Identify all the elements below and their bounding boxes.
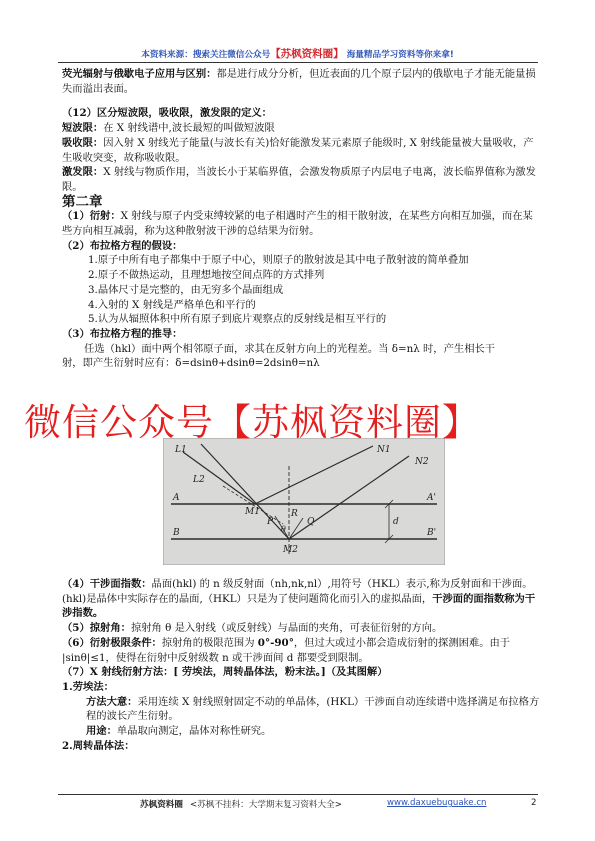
- limit-label: （6）衍射极限条件：: [62, 636, 162, 649]
- absorption-limit: [62, 136, 540, 165]
- derivation-line-1: 任选（hkl）面中两个相邻原子面，求其在反射方向上的光程差。当 δ=nλ 时，产生相长干: [84, 342, 496, 355]
- diffraction-label: （1）衍射：: [62, 210, 121, 223]
- assumption-item: 3.晶体尺寸是完整的，由无穷多个晶面组成: [88, 283, 284, 296]
- glancing-label: （5）掠射角：: [62, 622, 131, 635]
- fluorescence-paragraph: [62, 67, 540, 96]
- diffraction-text: X 射线与原子内受束缚较紧的电子相遇时产生的相干散射波，在某些方向相互加强，而在某些方向相互减弱，称为这种散射波干涉的总结果为衍射。: [62, 210, 533, 238]
- label-d: d: [393, 517, 399, 527]
- limit-text-b: ，但过大或过小都会造成衍射的探测困难。由于 |sinθ|≤1，使得在衍射中反射级数 n 或干涉面间 d 都要受到限制。: [62, 636, 511, 664]
- label-B: B: [173, 528, 180, 538]
- short-text: 在 X 射线谱中,波长最短的叫做短波限: [103, 122, 275, 135]
- label-M1: M1: [245, 507, 260, 517]
- laue-principle-text: 采用连续 X 射线照射固定不动的单晶体，(HKL）干涉面自动连续谱中选择满足布拉格方程的波长产生衍射。: [86, 695, 540, 723]
- assumption-item: 5.认为从辐照体积中所有原子到底片观察点的反射线是相互平行的: [88, 313, 387, 326]
- laue-principle-label: 方法大意：: [86, 695, 138, 708]
- laue-use-text: 单晶取向测定，晶体对称性研究。: [116, 725, 272, 738]
- interference-bold: 干涉面的面指数称为干涉指数。: [62, 592, 536, 620]
- header-source: 本资料来源：搜索关注微信公众号: [141, 50, 271, 60]
- header-brand: 【苏枫资料圈】: [270, 48, 344, 60]
- page-header: [0, 46, 595, 61]
- page-number: 2: [531, 798, 537, 808]
- footer-label: 苏枫资料圈: [140, 800, 183, 810]
- laue-principle: [62, 695, 540, 724]
- laue-use: [62, 724, 540, 739]
- document-body: [62, 67, 540, 371]
- laue-method-title: 1.劳埃法：: [62, 680, 114, 693]
- label-N1: N1: [377, 445, 391, 455]
- derivation-line-2: 射，即产生衍射时应有：δ=dsinθ+dsinθ=2dsinθ=nλ: [62, 357, 320, 370]
- label-L1: L1: [175, 445, 187, 455]
- glancing-text: 掠射角 θ 是入射线（或反射线）与晶面的夹角，可表征衍射的方向。: [130, 622, 443, 635]
- label-B-prime: B': [427, 528, 437, 538]
- header-tail: 海量精品学习资料等你来拿!: [346, 50, 454, 60]
- bragg-assumptions-title: （2）布拉格方程的假设：: [62, 239, 183, 252]
- diffraction-methods-title: （7）X 射线衍射方法：[ 劳埃法，周转晶体法，粉末法。]（及其图解）: [62, 666, 388, 679]
- excitation-limit: [62, 165, 540, 194]
- exc-label: 激发限：: [62, 166, 104, 179]
- label-N2: N2: [415, 457, 429, 467]
- assumption-item: 4.入射的 X 射线是严格单色和平行的: [88, 298, 256, 311]
- rotating-crystal-title: 2.周转晶体法：: [62, 739, 135, 752]
- limit-bold: 0°-90°: [257, 636, 294, 649]
- header-divider: [58, 62, 538, 63]
- section-12-title: （12）区分短波限，吸收限，激发限的定义：: [62, 107, 272, 120]
- label-theta: θ: [281, 525, 286, 534]
- label-A: A: [173, 493, 180, 503]
- chapter-title: 第二章: [62, 193, 103, 210]
- laue-use-label: 用途：: [86, 725, 117, 738]
- abs-label: 吸收限：: [62, 136, 104, 149]
- label-L2: L2: [193, 475, 205, 485]
- short-wavelength-limit: [62, 121, 540, 136]
- short-label: 短波限：: [62, 122, 104, 135]
- fluorescence-text: 都是进行成分分析，但近表面的几个原子层内的俄歇电子才能无能量损失而溢出表面。: [62, 68, 536, 95]
- abs-text: 因入射 X 射线光子能量(与波长有关)恰好能激发某元素原子能级时, X 射线能量被大量吸收，产生吸收突变，故称吸收限。: [62, 136, 534, 164]
- interference-label: （4）干涉面指数：: [62, 578, 152, 590]
- assumption-item: 1.原子中所有电子都集中于原子中心，则原子的散射波是其中电子散射波的简单叠加: [88, 254, 469, 267]
- watermark-text: 微信公众号【苏枫资料圈】: [24, 401, 480, 444]
- diffraction-limit: [62, 636, 540, 665]
- diffraction-definition: [62, 209, 540, 238]
- bragg-diagram-figure: [163, 438, 445, 565]
- label-M2: M2: [283, 545, 298, 555]
- fluorescence-label: 荧光辐射与俄歇电子应用与区别：: [62, 68, 217, 80]
- interference-index: [62, 577, 540, 621]
- interference-text: 晶面(hkl) 的 n 级反射面（nh,nk,nl）,用符号（HKL）表示,称为反射面和干涉面。(hkl)是晶体中实际存在的晶面,（HKL）只是为了使问题简化而引入的虚拟晶面，: [62, 578, 533, 605]
- bragg-derivation-title: （3）布拉格方程的推导：: [62, 327, 183, 340]
- label-P: P: [267, 517, 274, 527]
- assumption-item: 2.原子不做热运动，且理想地按空间点阵的方式排列: [88, 269, 325, 282]
- exc-text: X 射线与物质作用，当波长小于某临界值，会激发物质原子内层电子电离，波长临界值称为激发限。: [62, 166, 536, 193]
- label-A-prime: A': [427, 493, 436, 503]
- limit-text-a: 掠射角的极限范围为: [161, 636, 258, 649]
- footer-link[interactable]: www.daxuebuguake.cn: [387, 798, 487, 808]
- document-body-lower: [62, 577, 540, 753]
- footer-middle: <苏枫不挂科：大学期末复习资料大全>: [190, 800, 342, 810]
- glancing-angle: [62, 621, 540, 636]
- label-Q: Q: [307, 517, 315, 527]
- label-R: R: [291, 509, 298, 519]
- footer-divider: [58, 794, 538, 795]
